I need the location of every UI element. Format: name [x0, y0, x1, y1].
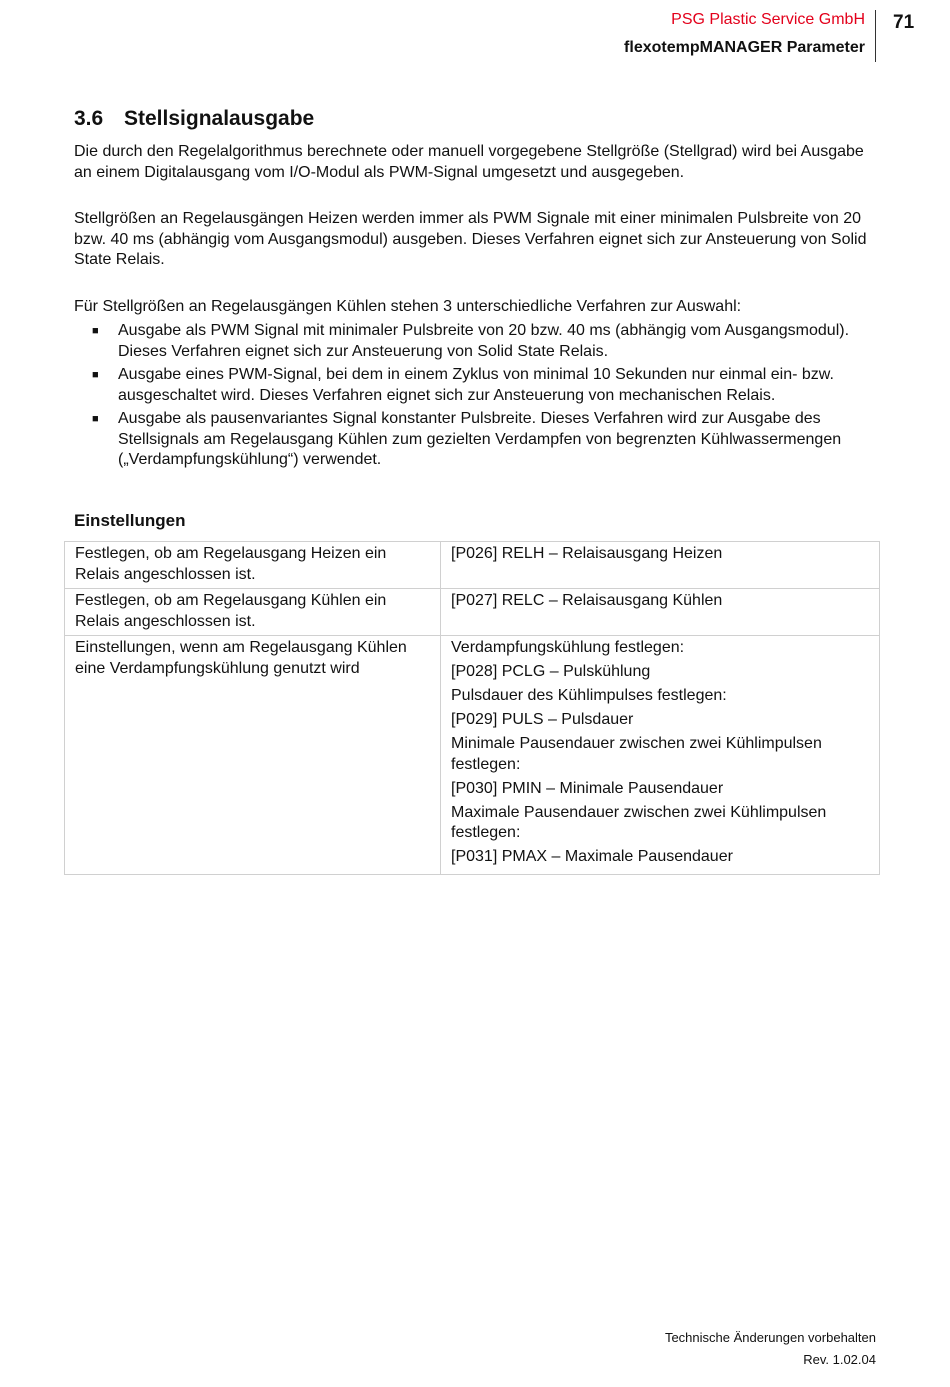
list-item [74, 321, 880, 362]
table-row [65, 636, 880, 875]
list-item-text: Ausgabe eines PWM-Signal, bei dem in einem Zyklus von minimal 10 Sekunden nur einmal ein- bzw. ausgeschaltet wird. Dieses Verfahren eignet sich zur Ansteuerung von mechanischen Relais. [118, 366, 834, 404]
cooling-methods-list [74, 321, 880, 471]
parameter-line: [P031] PMAX – Maximale Pausendauer [451, 848, 733, 865]
table-cell-parameters [441, 636, 880, 875]
list-item-text: Ausgabe als pausenvariantes Signal konstanter Pulsbreite. Dieses Verfahren wird zur Ausgabe des Stellsignals am Regelausgang Kühlen zum gezielten Verdampfen von begrenzten Kühlwassermengen („Verdampfungskühlung“) verwendet. [118, 410, 842, 468]
table-cell-parameters [441, 542, 880, 589]
table-cell-description: Festlegen, ob am Regelausgang Kühlen ein Relais angeschlossen ist. [65, 589, 441, 636]
parameter-line: [P027] RELC – Relaisausgang Kühlen [451, 592, 723, 609]
page-content [74, 106, 880, 875]
bullet-icon: ■ [92, 369, 99, 381]
parameter-line: [P028] PCLG – Pulskühlung [451, 663, 651, 680]
table-cell-description: Einstellungen, wenn am Regelausgang Kühlen eine Verdampfungskühlung genutzt wird [65, 636, 441, 875]
table-row [65, 542, 880, 589]
parameter-line: Minimale Pausendauer zwischen zwei Kühlimpulsen festlegen: [451, 735, 822, 773]
page-header [465, 10, 876, 62]
table-cell-parameters [441, 589, 880, 636]
paragraph-cooling: Für Stellgrößen an Regelausgängen Kühlen stehen 3 unterschiedliche Verfahren zur Auswahl: [74, 297, 742, 315]
list-item [74, 365, 880, 406]
page-footer [665, 1327, 876, 1371]
section-title: Stellsignalausgabe [124, 107, 315, 130]
parameter-line: [P029] PULS – Pulsdauer [451, 711, 634, 728]
page-number: 71 [893, 12, 915, 33]
settings-table [64, 541, 880, 875]
table-row [65, 589, 880, 636]
paragraph-intro: Die durch den Regelalgorithmus berechnete oder manuell vorgegebene Stellgröße (Stellgrad) wird bei Ausgabe an einem Digitalausgang vom I/O-Modul als PWM-Signal umgesetzt und ausgegeben. [74, 143, 864, 181]
footer-note: Technische Änderungen vorbehalten [664, 1330, 876, 1345]
settings-heading: Einstellungen [74, 510, 186, 530]
parameter-line: Verdampfungskühlung festlegen: [451, 639, 685, 656]
parameter-line: [P026] RELH – Relaisausgang Heizen [451, 545, 723, 562]
footer-revision: Rev. 1.02.04 [803, 1352, 876, 1367]
section-heading [74, 106, 880, 132]
paragraph-heating: Stellgrößen an Regelausgängen Heizen werden immer als PWM Signale mit einer minimalen Pulsbreite von 20 bzw. 40 ms (abhängig vom Ausgangsmodul) ausgeben. Dieses Verfahren eignet sich zur Ansteuerung von Solid State Relais. [74, 210, 867, 268]
bullet-icon: ■ [92, 325, 99, 337]
list-item [74, 409, 880, 471]
parameter-line: Maximale Pausendauer zwischen zwei Kühlimpulsen festlegen: [451, 803, 827, 841]
parameter-line: [P030] PMIN – Minimale Pausendauer [451, 779, 724, 797]
table-cell-description: Festlegen, ob am Regelausgang Heizen ein Relais angeschlossen ist. [65, 542, 441, 589]
list-item-text: Ausgabe als PWM Signal mit minimaler Pulsbreite von 20 bzw. 40 ms (abhängig vom Ausgangsmodul). Dieses Verfahren eignet sich zur Ansteuerung von Solid State Relais. [118, 322, 850, 360]
section-number: 3.6 [74, 107, 104, 130]
company-name: PSG Plastic Service GmbH [671, 11, 865, 28]
bullet-icon: ■ [92, 413, 99, 425]
parameter-line: Pulsdauer des Kühlimpulses festlegen: [451, 687, 727, 704]
document-title: flexotempMANAGER Parameter [624, 39, 865, 56]
